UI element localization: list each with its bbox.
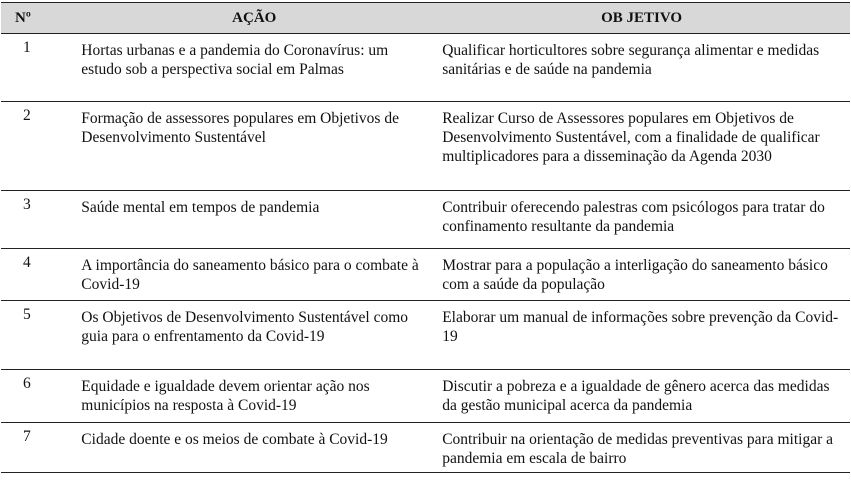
table-header	[1, 3, 850, 34]
header-acao: AÇÃO	[75, 3, 433, 34]
row-acao: Saúde mental em tempos de pandemia	[75, 191, 433, 249]
table-row	[1, 191, 850, 249]
row-num: 3	[1, 191, 75, 249]
header-num: Nº	[1, 3, 75, 34]
row-objetivo: Mostrar para a população a interligação do saneamento básico com a saúde da população	[433, 249, 850, 301]
row-acao: Os Objetivos de Desenvolvimento Sustentável como guia para o enfrentamento da Covid-19	[75, 301, 433, 370]
row-num: 7	[1, 423, 75, 473]
row-objetivo: Contribuir oferecendo palestras com psicólogos para tratar do confinamento resultante da pandemia	[433, 191, 850, 249]
row-acao: Formação de assessores populares em Objetivos de Desenvolvimento Sustentável	[75, 102, 433, 191]
row-acao: Equidade e igualdade devem orientar ação nos municípios na resposta à Covid-19	[75, 370, 433, 423]
row-num: 5	[1, 301, 75, 370]
table-body	[1, 34, 850, 473]
row-objetivo: Qualificar horticultores sobre segurança alimentar e medidas sanitárias e de saúde na pandemia	[433, 34, 850, 102]
header-row	[1, 3, 850, 34]
row-num: 2	[1, 102, 75, 191]
table-row	[1, 102, 850, 191]
table-row	[1, 370, 850, 423]
table-row	[1, 301, 850, 370]
row-objetivo: Discutir a pobreza e a igualdade de gênero acerca das medidas da gestão municipal acerca da pandemia	[433, 370, 850, 423]
actions-table	[1, 2, 850, 473]
row-objetivo: Contribuir na orientação de medidas preventivas para mitigar a pandemia em escala de bairro	[433, 423, 850, 473]
row-num: 6	[1, 370, 75, 423]
table-row	[1, 423, 850, 473]
row-acao: Cidade doente e os meios de combate à Covid-19	[75, 423, 433, 473]
row-objetivo: Realizar Curso de Assessores populares em Objetivos de Desenvolvimento Sustentável, com a finalidade de qualificar multiplicadores para a disseminação da Agenda 2030	[433, 102, 850, 191]
row-num: 1	[1, 34, 75, 102]
row-objetivo: Elaborar um manual de informações sobre prevenção da Covid-19	[433, 301, 850, 370]
row-acao: A importância do saneamento básico para o combate à Covid-19	[75, 249, 433, 301]
table-row	[1, 34, 850, 102]
table-row	[1, 249, 850, 301]
row-num: 4	[1, 249, 75, 301]
row-acao: Hortas urbanas e a pandemia do Coronavírus: um estudo sob a perspectiva social em Palmas	[75, 34, 433, 102]
header-objetivo: OB JETIVO	[433, 3, 850, 34]
